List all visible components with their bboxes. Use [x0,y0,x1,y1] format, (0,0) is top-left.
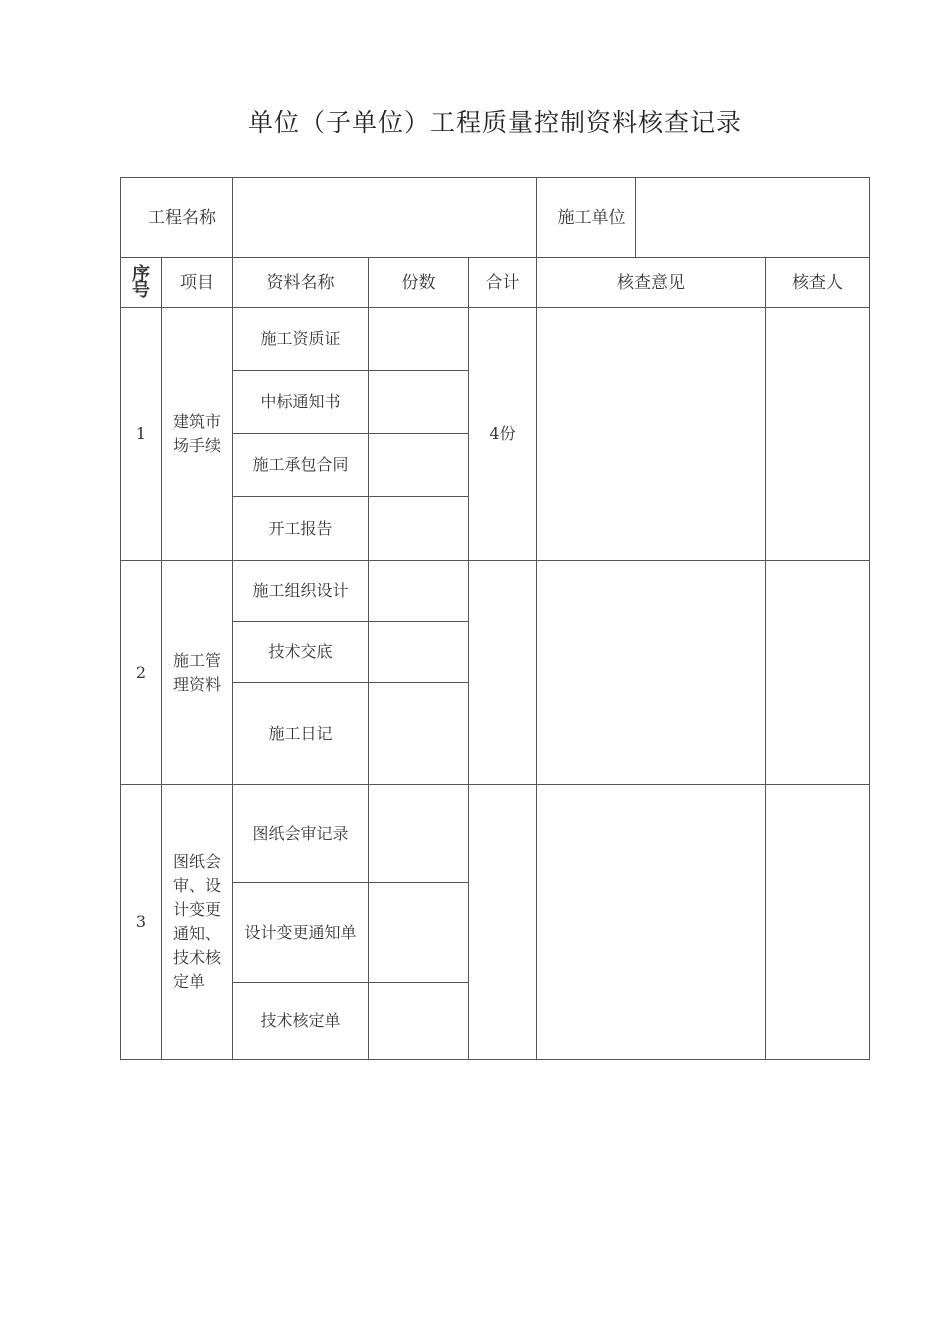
total-cell[interactable]: 4份 [469,308,537,561]
copies-cell[interactable] [369,983,469,1060]
opinion-cell[interactable] [537,785,766,1060]
group-item-line: 建筑市 [173,412,222,431]
group-item-line: 施工管 [173,650,222,670]
doc-name-cell: 施工日记 [233,683,369,785]
copies-cell[interactable] [369,883,469,983]
checker-cell[interactable] [766,785,870,1060]
group-item-line: 理资料 [173,674,222,694]
column-header-copies: 份数 [369,258,469,308]
total-cell[interactable] [469,785,537,1060]
group-seq: 1 [121,308,162,561]
doc-name-cell: 图纸会审记录 [233,785,369,883]
column-header-total: 合计 [469,258,537,308]
page-title: 单位（子单位）工程质量控制资料核查记录 [247,108,742,137]
column-header-item: 项目 [162,258,233,308]
copies-cell[interactable] [369,622,469,683]
group-item [162,785,233,1060]
seq-header-line: 序 [132,263,150,285]
doc-name-cell: 施工承包合同 [233,434,369,497]
group-seq: 3 [121,785,162,1060]
opinion-cell[interactable] [537,308,766,561]
contractor-label: 施工单位 [537,178,636,258]
group-item-line: 图纸会 [173,852,222,871]
doc-name-cell: 施工资质证 [233,308,369,371]
project-name-label: 工程名称 [121,178,233,258]
column-header-checker: 核查人 [766,258,870,308]
copies-cell[interactable] [369,434,469,497]
column-header-row [121,258,870,308]
copies-cell[interactable] [369,497,469,561]
checker-cell[interactable] [766,308,870,561]
group-item-line: 技术核 [173,948,222,967]
total-cell[interactable] [469,561,537,785]
copies-cell[interactable] [369,785,469,883]
table-row [121,561,870,622]
table-row [121,308,870,371]
group-item [162,308,233,561]
group-item-line: 计变更 [173,900,222,919]
copies-cell[interactable] [369,371,469,434]
seq-header-line: 号 [132,279,150,301]
group-item-line: 审、设 [173,876,222,895]
contractor-field[interactable] [636,178,870,258]
doc-name-cell: 中标通知书 [233,371,369,434]
checker-cell[interactable] [766,561,870,785]
doc-name-cell: 设计变更通知单 [233,883,369,983]
column-header-opinion: 核查意见 [537,258,766,308]
doc-name-cell: 技术核定单 [233,983,369,1060]
doc-name-cell: 开工报告 [233,497,369,561]
doc-name-cell: 施工组织设计 [233,561,369,622]
group-item-line: 定单 [173,972,206,991]
opinion-cell[interactable] [537,561,766,785]
table-row [121,785,870,883]
column-header-seq [121,258,162,308]
copies-cell[interactable] [369,683,469,785]
copies-cell[interactable] [369,308,469,371]
group-item-line: 通知、 [173,924,222,943]
group-item-line: 场手续 [173,436,222,455]
project-name-field[interactable] [233,178,537,258]
group-item [162,561,233,785]
column-header-doc-name: 资料名称 [233,258,369,308]
inspection-table [120,177,870,1060]
copies-cell[interactable] [369,561,469,622]
info-row [121,178,870,258]
doc-name-cell: 技术交底 [233,622,369,683]
group-seq: 2 [121,561,162,785]
